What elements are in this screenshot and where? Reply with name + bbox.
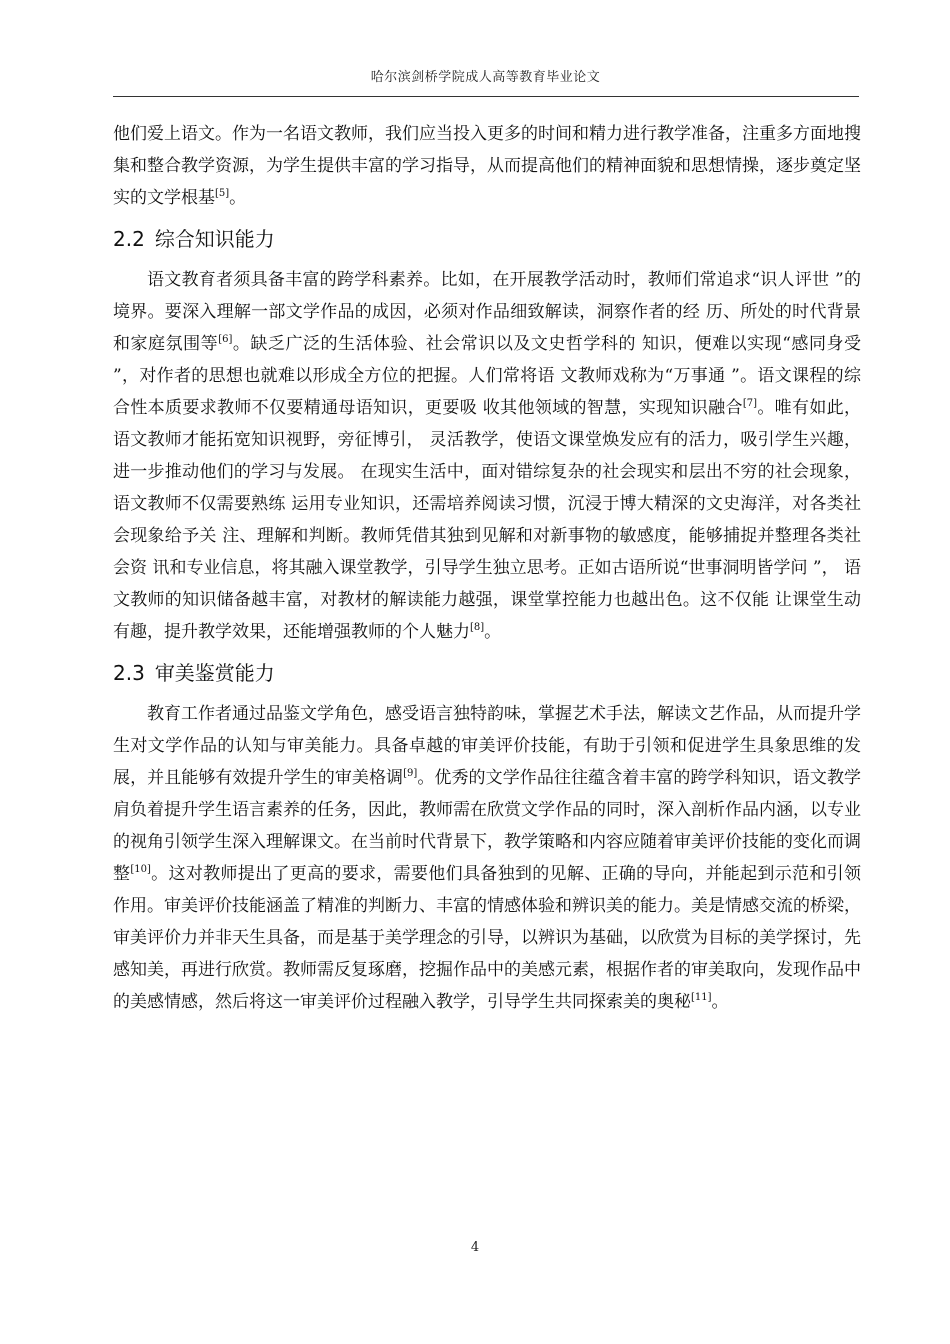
citation-11: [11] [691, 992, 712, 1003]
citation-8: [8] [470, 622, 485, 633]
header-divider [113, 96, 859, 97]
paragraph-text: 教育工作者通过品鉴文学角色，感受语言独特韵味，掌握艺术手法，解读文艺作品，从而提升学生对文学作品的认知与审美能力。具备卓越的审美评价技能，有助于引领和促进学生具象思维的发展，并且能够有效提升学生的审美格调 [113, 704, 861, 788]
section-2-3-paragraph [113, 698, 861, 1018]
page-number: 4 [470, 1240, 480, 1255]
citation-6: [6] [218, 334, 233, 345]
section-2-2-paragraph [113, 264, 861, 648]
citation-10: [10] [130, 864, 151, 875]
section-heading-2-3 [113, 656, 861, 690]
paragraph-end: 。 [484, 622, 502, 642]
paragraph-text: 语文教育者须具备丰富的跨学科素养。比如，在开展教学活动时，教师们常追求“识人评世 ”的境界。要深入理解一部文学作品的成因，必须对作品细致解读，洞察作者的经 历、所处的时代背景和家庭氛围等 [113, 270, 861, 354]
citation-9: [9] [403, 768, 418, 779]
citation-7: [7] [742, 398, 757, 409]
section-number: 2.3 [113, 661, 145, 685]
page-body [113, 118, 861, 1018]
paragraph-text: 。唯有如此，语文教师才能拓宽知识视野，旁征博引， 灵活教学，使语文课堂焕发应有的活力，吸引学生兴趣，进一步推动他们的学习与发展。 在现实生活中，面对错综复杂的社会现实和层出不穷的社会现象，语文教师不仅需要熟练 运用专业知识，还需培养阅读习惯，沉浸于博大精深的文史海洋，对各类社会现象给予关 注、理解和判断。教师凭借其独到见解和对新事物的敏感度，能够捕捉并整理各类社会资 讯和专业信息，将其融入课堂教学，引导学生独立思考。正如古语所说“世事洞明皆学问 ”， 语文教师的知识储备越丰富，对教材的解读能力越强，课堂掌控能力也越出色。这不仅能 让课堂生动有趣，提升教学效果，还能增强教师的个人魅力 [113, 398, 861, 642]
section-title: 综合知识能力 [154, 227, 275, 251]
intro-end: 。 [229, 188, 247, 208]
section-heading-2-2 [113, 222, 861, 256]
section-title: 审美鉴赏能力 [154, 661, 275, 685]
intro-paragraph [113, 118, 861, 214]
section-number: 2.2 [113, 227, 145, 251]
page-header-title: 哈尔滨剑桥学院成人高等教育毕业论文 [370, 70, 601, 85]
paragraph-end: 。 [711, 992, 729, 1012]
intro-text: 他们爱上语文。作为一名语文教师，我们应当投入更多的时间和精力进行教学准备，注重多方面地搜集和整合教学资源，为学生提供丰富的学习指导，从而提高他们的精神面貌和思想情操，逐步奠定坚实的文学根基 [113, 124, 861, 208]
paragraph-text: 。优秀的文学作品往往蕴含着丰富的跨学科知识，语文教学肩负着提升学生语言素养的任务，因此，教师需在欣赏文学作品的同时，深入剖析作品内涵，以专业的视角引领学生深入理解课文。在当前时代背景下，教学策略和内容应随着审美评价技能的变化而调整 [113, 768, 862, 884]
paragraph-text: 。这对教师提出了更高的要求，需要他们具备独到的见解、正确的导向，并能起到示范和引领作用。审美评价技能涵盖了精准的判断力、丰富的情感体验和辨识美的能力。美是情感交流的桥梁，审美评价力并非天生具备，而是基于美学理念的引导，以辨识为基础，以欣赏为目标的美学探讨，先感知美，再进行欣赏。教师需反复琢磨，挖掘作品中的美感元素，根据作者的审美取向，发现作品中的美感情感，然后将这一审美评价过程融入教学，引导学生共同探索美的奥秘 [113, 864, 862, 1012]
paragraph-text: 。缺乏广泛的生活体验、社会常识以及文史哲学科的 知识，便难以实现“感同身受 ”，对作者的思想也就难以形成全方位的把握。人们常将语 文教师戏称为“万事通 ”。语文课程的综合性本质要求教师不仅要精通母语知识，更要吸 收其他领域的智慧，实现知识融合 [113, 334, 862, 418]
citation-5: [5] [215, 188, 230, 199]
